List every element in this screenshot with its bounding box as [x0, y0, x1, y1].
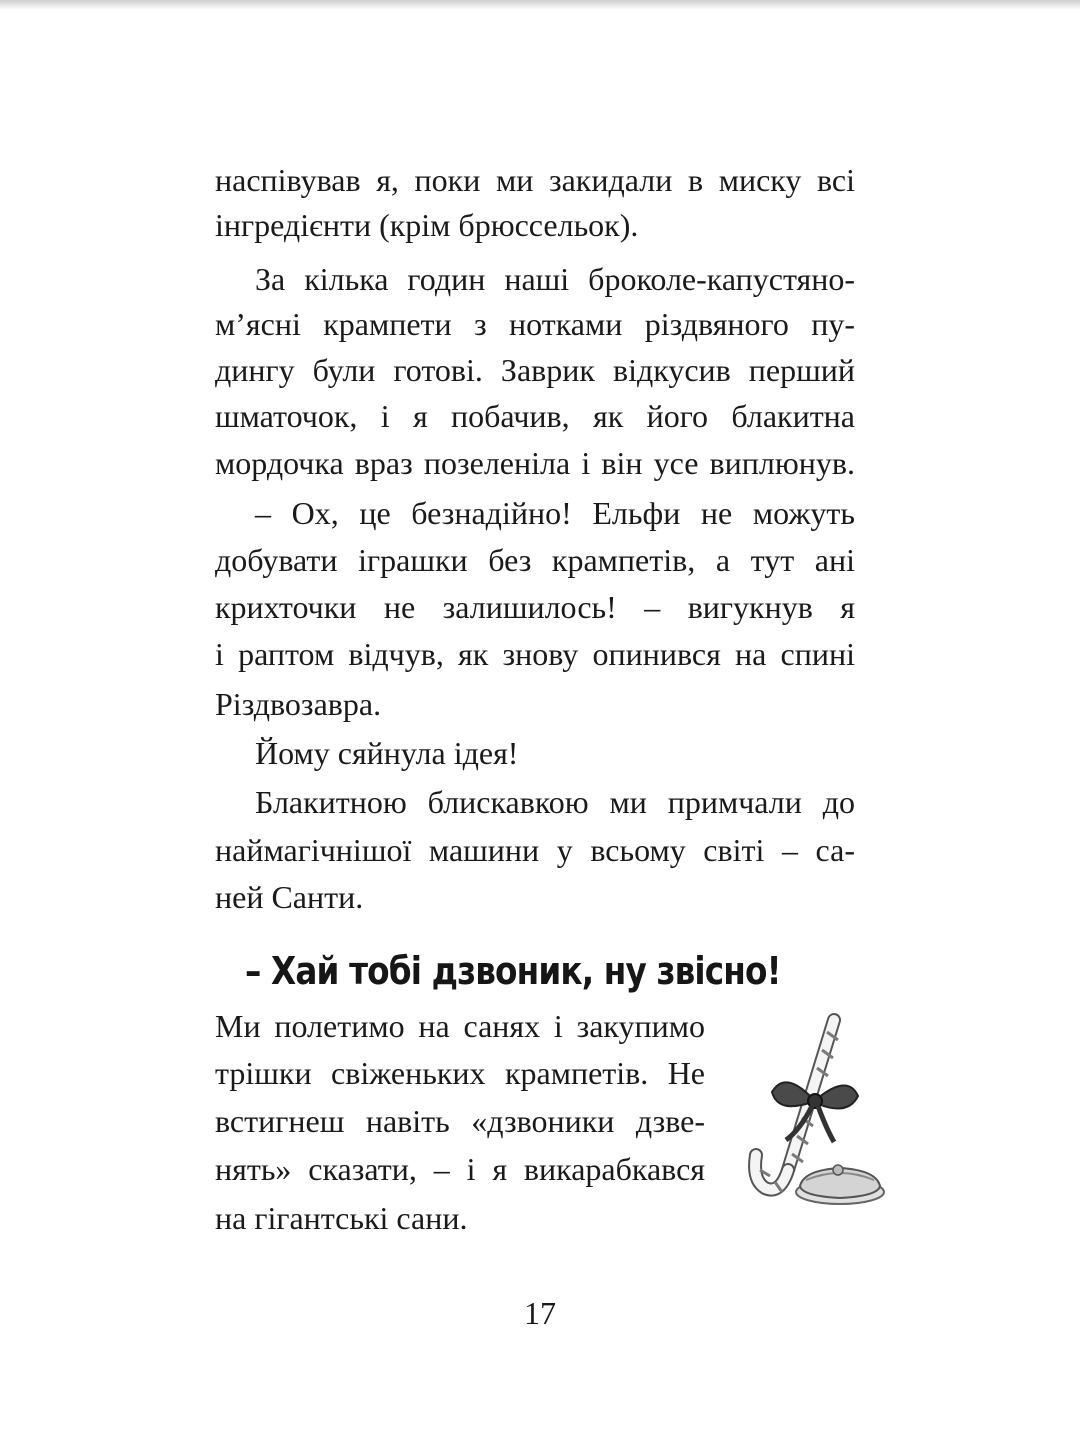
closing-line-4: нять» сказати, – і я викарабкався: [215, 1151, 705, 1187]
page-number: 17: [524, 1295, 556, 1331]
exclamation-heading: – Хай тобі дзвоник, ну звісно!: [245, 949, 781, 993]
body-line-14: Блакитною блискавкою ми примчали до: [255, 784, 855, 820]
body-line-13: Йому сяйнула ідея!: [255, 735, 519, 771]
body-line-12: Різдвозавра.: [215, 686, 382, 722]
body-line-15: наймагічнішої машини у всьому світі – са-: [215, 832, 855, 868]
body-line-2: інгредієнти (крім брюссельок).: [215, 207, 639, 243]
body-line-16: ней Санти.: [215, 879, 364, 915]
body-line-6: шматочок, і я побачив, як його блакитна: [215, 398, 855, 434]
body-line-10: крихточки не залишилось! – вигукнув я: [215, 589, 855, 625]
closing-line-3: встигнеш навіть «дзвоники дзве-: [215, 1103, 705, 1139]
body-line-8: – Ох, це безнадійно! Ельфи не можуть: [255, 495, 855, 531]
body-line-5: дингу були готові. Заврик відкусив перший: [215, 352, 855, 388]
closing-line-2: трішки свіженьких крампетів. Не: [215, 1055, 705, 1091]
closing-line-1: Ми полетимо на санях і закупимо: [215, 1008, 705, 1044]
body-line-7: мордочка враз позеленіла і він усе виплюнув.: [215, 445, 855, 481]
body-line-1: наспівував я, поки ми закидали в миску всі: [215, 162, 855, 198]
candy-cane-bow-pie-icon: [730, 1010, 890, 1210]
body-line-3: За кілька годин наші броколе-капустяно-: [255, 261, 855, 297]
body-line-11: і раптом відчув, як знову опинився на спині: [215, 636, 855, 672]
body-line-4: м’ясні крампети з нотками різдвяного пу-: [215, 306, 855, 342]
body-line-9: добувати іграшки без крампетів, а тут ані: [215, 542, 855, 578]
closing-line-5: на гігантські сани.: [215, 1200, 468, 1236]
